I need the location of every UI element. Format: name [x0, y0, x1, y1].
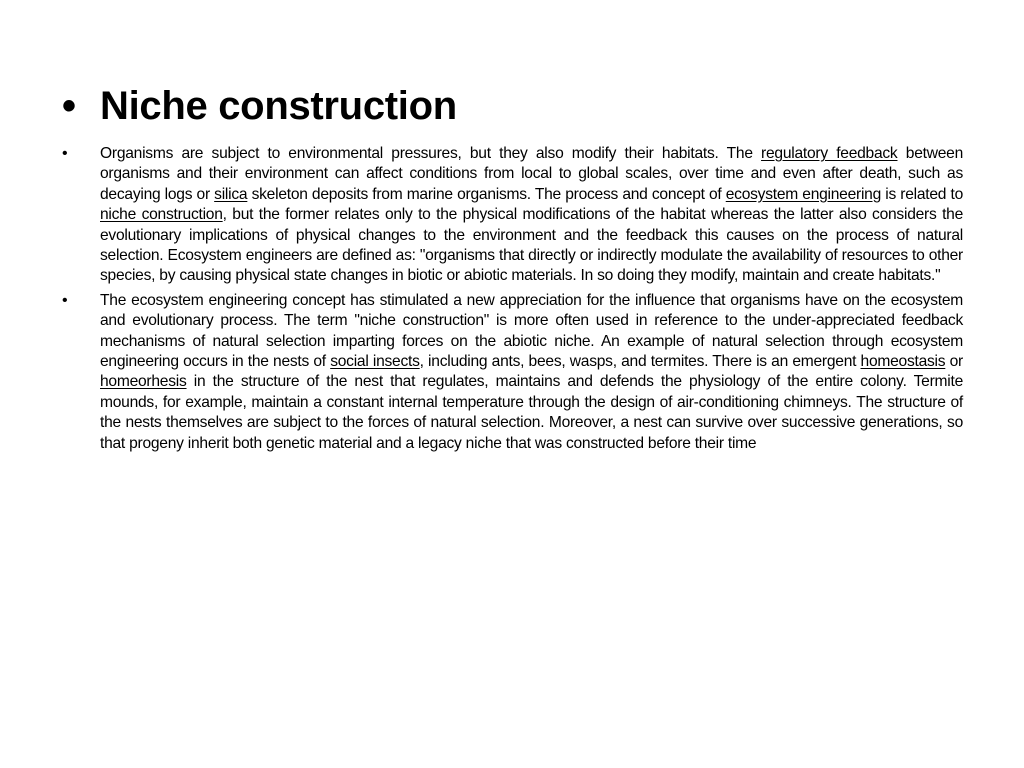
bullet-marker: • — [62, 291, 68, 309]
link-homeostasis[interactable]: homeostasis — [860, 353, 946, 371]
paragraph-text: Organisms are subject to environmental pressures, but they also modify their habitats. The — [100, 145, 762, 162]
paragraph-text: is related to — [881, 185, 963, 203]
title-row — [62, 84, 457, 129]
paragraph-text: between organisms and their environment can affect conditions from local to global scales, over time and even after death, such as decaying logs or — [100, 145, 963, 203]
bullet-item — [62, 291, 963, 454]
paragraph — [100, 291, 963, 454]
link-social-insects[interactable]: social insects — [330, 353, 420, 371]
link-ecosystem-engineering[interactable]: ecosystem engineering — [725, 185, 882, 203]
link-homeorhesis[interactable]: homeorhesis — [100, 373, 187, 391]
paragraph — [100, 144, 963, 287]
link-niche-construction[interactable]: niche construction — [100, 206, 223, 224]
bullet-list — [62, 144, 963, 458]
title-bullet: • — [62, 84, 77, 128]
paragraph-text: in the structure of the nest that regulates, maintains and defends the physiology of the entire colony. Termite mounds, for example, maintain a constant internal temperature through the design of air-conditioning chimneys. The structure of the nests themselves are subject to the forces of natural selection. Moreover, a nest can survive over successive generations, so that progeny inherit both genetic material and a legacy niche that was constructed before their time — [100, 373, 963, 452]
paragraph-text: The ecosystem engineering concept has stimulated a new appreciation for the influence that organisms have on the ecosystem and evolutionary process. The term "niche construction" is more often used in reference to the under-appreciated feedback mechanisms of natural selection imparting forces on the abiotic niche. An example of natural selection through ecosystem engineering occurs in the nests of — [100, 291, 963, 371]
link-silica[interactable]: silica — [214, 185, 248, 203]
link-regulatory-feedback[interactable]: regulatory feedback — [761, 145, 898, 162]
bullet-marker: • — [62, 145, 68, 162]
slide-title: Niche construction — [100, 84, 457, 128]
paragraph-text: , including ants, bees, wasps, and termites. There is an emergent — [419, 353, 861, 371]
paragraph-text: or — [945, 353, 963, 371]
paragraph-text: , but the former relates only to the physical modifications of the habitat whereas the latter also considers the evolutionary implications of physical changes to the environment and the feedback this causes on the process of natural selection. Ecosystem engineers are defined as: "organisms that directly or indirectly modulate the availability of resources to other species, by causing physical state changes in biotic or abiotic materials. In so doing they modify, maintain and create habitats." — [100, 206, 964, 285]
paragraph-text: skeleton deposits from marine organisms. The process and concept of — [247, 185, 726, 203]
bullet-item — [62, 144, 963, 287]
